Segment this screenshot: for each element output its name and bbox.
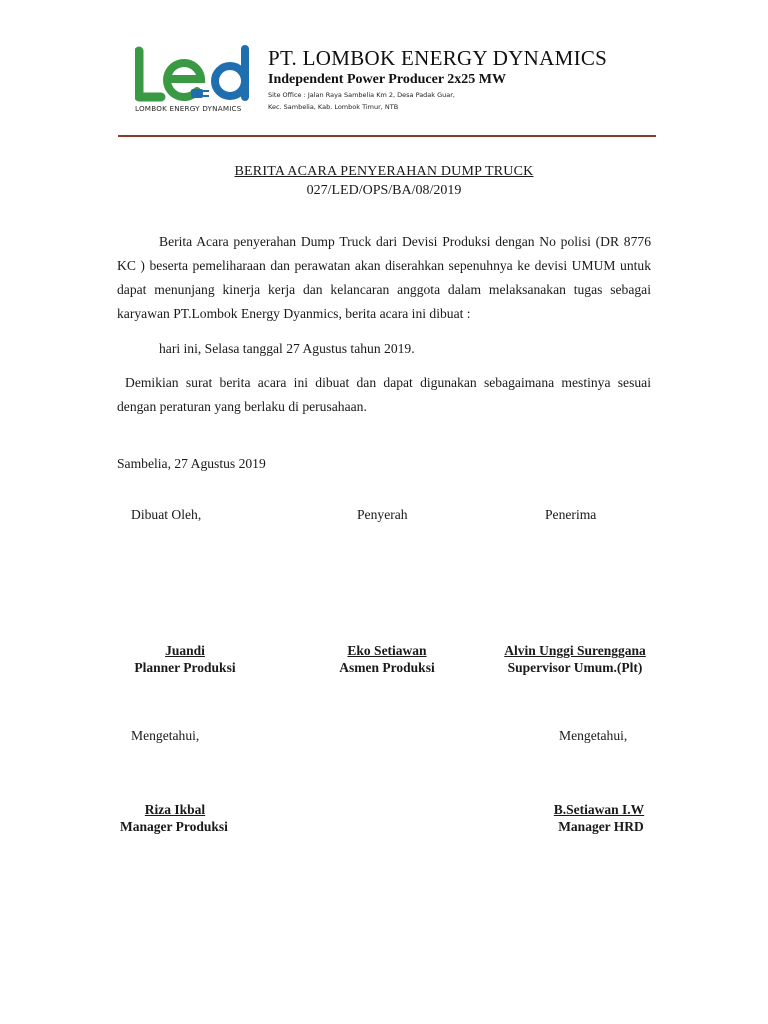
signer-position-3: Supervisor Umum.(Plt) <box>507 660 643 675</box>
signer-name-5: B.Setiawan I.W <box>553 802 645 817</box>
signer-name-4: Riza Ikbal <box>144 802 206 817</box>
body-paragraph-2: hari ini, Selasa tanggal 27 Agustus tahun 2019. <box>159 341 415 356</box>
label-mengetahui-left: Mengetahui, <box>131 728 200 743</box>
signer-position-4: Manager Produksi <box>120 819 228 834</box>
signer-position-2: Asmen Produksi <box>339 660 435 675</box>
company-name: PT. LOMBOK ENERGY DYNAMICS <box>268 46 608 70</box>
signer-position-5: Manager HRD <box>558 819 644 834</box>
address-line-2: Kec. Sambelia, Kab. Lombok Timur, NTB <box>268 103 399 111</box>
document-number: 027/LED/OPS/BA/08/2019 <box>306 183 462 198</box>
body-paragraph-1: Berita Acara penyerahan Dump Truck dari Devisi Produksi dengan No polisi (DR 8776 KC ) beserta pemeliharaan dan perawatan akan diserahkan sepenuhnya ke devisi UMUM untuk dapat menunjang kinerja kerja dan kelancaran anggota dalam melaksanakan tugas sebagai karyawan PT.Lombok Energy Dyanmics, berita acara ini dibuat : <box>117 234 651 321</box>
signer-name-1: Juandi <box>165 643 205 658</box>
signer-name-3: Alvin Unggi Surenggana <box>504 643 646 658</box>
address-line-1: Site Office : Jalan Raya Sambelia Km 2, Desa Padak Guar, <box>268 91 455 99</box>
signer-name-2: Eko Setiawan <box>347 643 427 658</box>
signer-position-1: Planner Produksi <box>134 660 236 675</box>
place-date: Sambelia, 27 Agustus 2019 <box>117 456 266 471</box>
label-mengetahui-right: Mengetahui, <box>559 728 628 743</box>
body-paragraph-3: Demikian surat berita acara ini dibuat dan dapat digunakan sebagaimana mestinya sesuai dengan peraturan yang berlaku di perusahaan. <box>117 375 651 414</box>
logo-caption: LOMBOK ENERGY DYNAMICS <box>135 104 242 113</box>
label-penyerah: Penyerah <box>357 507 408 522</box>
company-tagline: Independent Power Producer 2x25 MW <box>268 72 506 87</box>
label-penerima: Penerima <box>545 507 597 522</box>
header-divider <box>118 135 656 137</box>
document-title: BERITA ACARA PENYERAHAN DUMP TRUCK <box>234 164 534 179</box>
label-dibuat-oleh: Dibuat Oleh, <box>131 507 202 522</box>
